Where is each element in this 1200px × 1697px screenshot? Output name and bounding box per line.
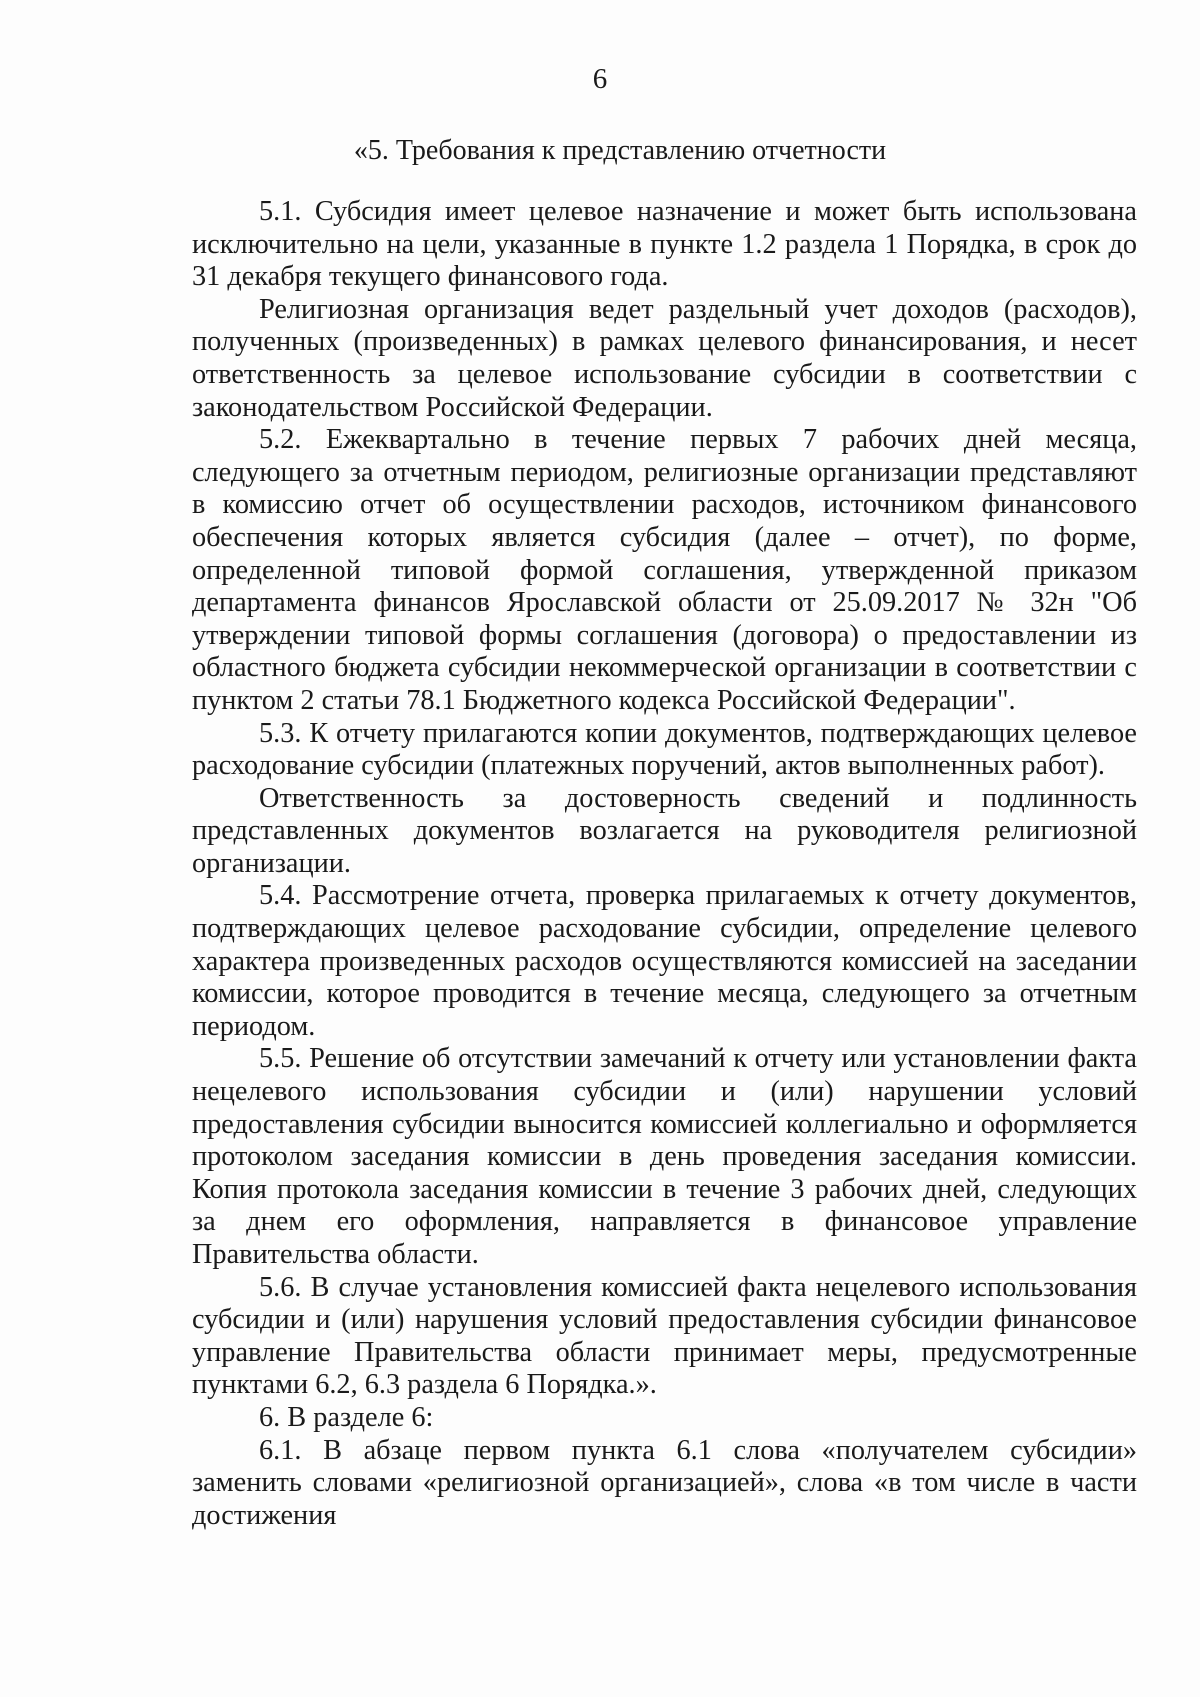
paragraph-6-1: 6.1. В абзаце первом пункта 6.1 слова «получателем субсидии» заменить словами «религиозной организацией», слова «в том числе в части достижения bbox=[192, 1434, 1137, 1531]
page-number: 6 bbox=[592, 63, 608, 95]
document-body bbox=[192, 196, 1137, 1532]
paragraph-6: 6. В разделе 6: bbox=[259, 1401, 434, 1433]
paragraph-responsibility: Ответственность за достоверность сведений и подлинность представленных документов возлагается на руководителя религиозной организации. bbox=[192, 782, 1137, 879]
paragraph-5-2: 5.2. Ежеквартально в течение первых 7 рабочих дней месяца, следующего за отчетным периодом, религиозные организации представляют в комиссию отчет об осуществлении расходов, источником финансового обеспечения которых является субсидия (далее – отчет), по форме, определенной типовой формой соглашения, утвержденной приказом департамента финансов Ярославской области от 25.09.2017 № 32н "Об утверждении типовой формы соглашения (договора) о предоставлении из областного бюджета субсидии некоммерческой организации в соответствии с пунктом 2 статьи 78.1 Бюджетного кодекса Российской Федерации". bbox=[192, 424, 1137, 716]
paragraph-5-1: 5.1. Субсидия имеет целевое назначение и может быть использована исключительно на цели, указанные в пункте 1.2 раздела 1 Порядка, в срок до 31 декабря текущего финансового года. bbox=[192, 196, 1137, 293]
paragraph-5-4: 5.4. Рассмотрение отчета, проверка прилагаемых к отчету документов, подтверждающих целевое расходование субсидии, определение целевого характера произведенных расходов осуществляются комиссией на заседании комиссии, которое проводится в течение месяца, следующего за отчетным периодом. bbox=[192, 880, 1137, 1042]
paragraph-5-3: 5.3. К отчету прилагаются копии документов, подтверждающих целевое расходование субсидии (платежных поручений, актов выполненных работ). bbox=[192, 717, 1137, 782]
paragraph-5-5: 5.5. Решение об отсутствии замечаний к отчету или установлении факта нецелевого использования субсидии и (или) нарушении условий предоставления субсидии выносится комиссией коллегиально и оформляется протоколом заседания комиссии в день проведения заседания комиссии. Копия протокола заседания комиссии в течение 3 рабочих дней, следующих за днем его оформления, направляется в финансовое управление Правительства области. bbox=[192, 1043, 1137, 1270]
paragraph-separate-accounting: Религиозная организация ведет раздельный учет доходов (расходов), полученных (произведенных) в рамках целевого финансирования, и несет ответственность за целевое использование субсидии в соответствии с законодательством Российской Федерации. bbox=[192, 293, 1137, 423]
section-heading: «5. Требования к представлению отчетности bbox=[353, 135, 887, 166]
paragraph-5-6: 5.6. В случае установления комиссией факта нецелевого использования субсидии и (или) нарушения условий предоставления субсидии финансовое управление Правительства области принимает меры, предусмотренные пунктами 6.2, 6.3 раздела 6 Порядка.». bbox=[192, 1271, 1137, 1401]
